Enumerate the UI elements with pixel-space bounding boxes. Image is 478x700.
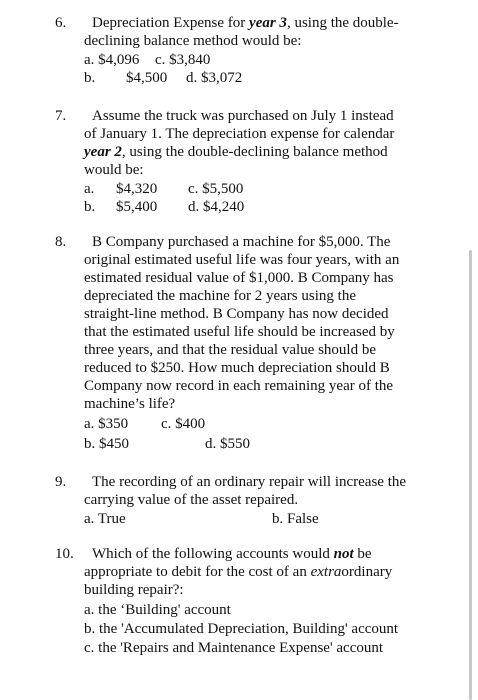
question-number: 7.: [55, 108, 67, 124]
emphasis-text: year 3: [249, 15, 287, 31]
question-text-line: of January 1. The depreciation expense for calendar: [84, 126, 395, 142]
scrollbar[interactable]: [469, 250, 472, 700]
option-b-value: $5,400: [116, 199, 158, 215]
italic-text: extra: [310, 564, 342, 580]
question-text-line: declining balance method would be:: [84, 33, 302, 49]
emphasis-text: not: [333, 546, 354, 562]
option-a: a. $4,096: [84, 52, 140, 68]
option-b-letter: b.: [84, 70, 96, 86]
option-c: c. the 'Repairs and Maintenance Expense' account: [84, 640, 384, 656]
option-b: b. $450: [84, 436, 129, 452]
option-a: a. True: [84, 511, 126, 527]
question-text-line: building repair?:: [84, 582, 184, 598]
option-c: c. $5,500: [188, 181, 244, 197]
option-b: b. the 'Accumulated Depreciation, Building' account: [84, 621, 399, 637]
question-text-line: machine’s life?: [84, 396, 176, 412]
question-text-line: carrying value of the asset repaired.: [84, 492, 299, 508]
question-text-line: original estimated useful life was four years, with an: [84, 252, 400, 268]
emphasis-text: year 2: [84, 144, 122, 160]
question-text-line: Which of the following accounts would not be: [92, 546, 372, 562]
option-c: c. $400: [161, 416, 206, 432]
question-text-line: year 2, using the double-declining balance method: [84, 144, 388, 160]
question-number: 8.: [55, 234, 67, 250]
option-c: c. $3,840: [155, 52, 211, 68]
option-a: a. the ‘Building' account: [84, 602, 231, 618]
option-d: d. $3,072: [186, 70, 243, 86]
question-text-line: The recording of an ordinary repair will increase the: [92, 474, 407, 490]
option-b-value: $4,500: [126, 70, 168, 86]
question-number: 9.: [55, 474, 67, 490]
option-a: a. $350: [84, 416, 129, 432]
option-a-value: $4,320: [116, 181, 158, 197]
question-text-line: appropriate to debit for the cost of an extraordinary: [84, 564, 393, 580]
option-b-letter: b.: [84, 199, 96, 215]
question-text-line: straight-line method. B Company has now decided: [84, 306, 389, 322]
option-a-letter: a.: [84, 181, 95, 197]
question-text-line: depreciated the machine for 2 years using the: [84, 288, 356, 304]
question-number: 6.: [55, 15, 67, 31]
question-text-line: B Company purchased a machine for $5,000. The: [92, 234, 391, 250]
question-text-line: estimated residual value of $1,000. B Company has: [84, 270, 394, 286]
question-text-line: three years, and that the residual value should be: [84, 342, 376, 358]
question-text-line: Company now record in each remaining year of the: [84, 378, 394, 394]
option-b: b. False: [272, 511, 319, 527]
option-d: d. $4,240: [188, 199, 245, 215]
question-text-line: reduced to $250. How much depreciation should B: [84, 360, 390, 376]
question-text-line: that the estimated useful life should be increased by: [84, 324, 395, 340]
question-text-line: would be:: [84, 162, 144, 178]
question-text-line: Assume the truck was purchased on July 1 instead: [92, 108, 394, 124]
question-number: 10.: [55, 546, 74, 562]
question-text-line: Depreciation Expense for year 3, using the double-: [92, 15, 399, 31]
option-d: d. $550: [205, 436, 250, 452]
